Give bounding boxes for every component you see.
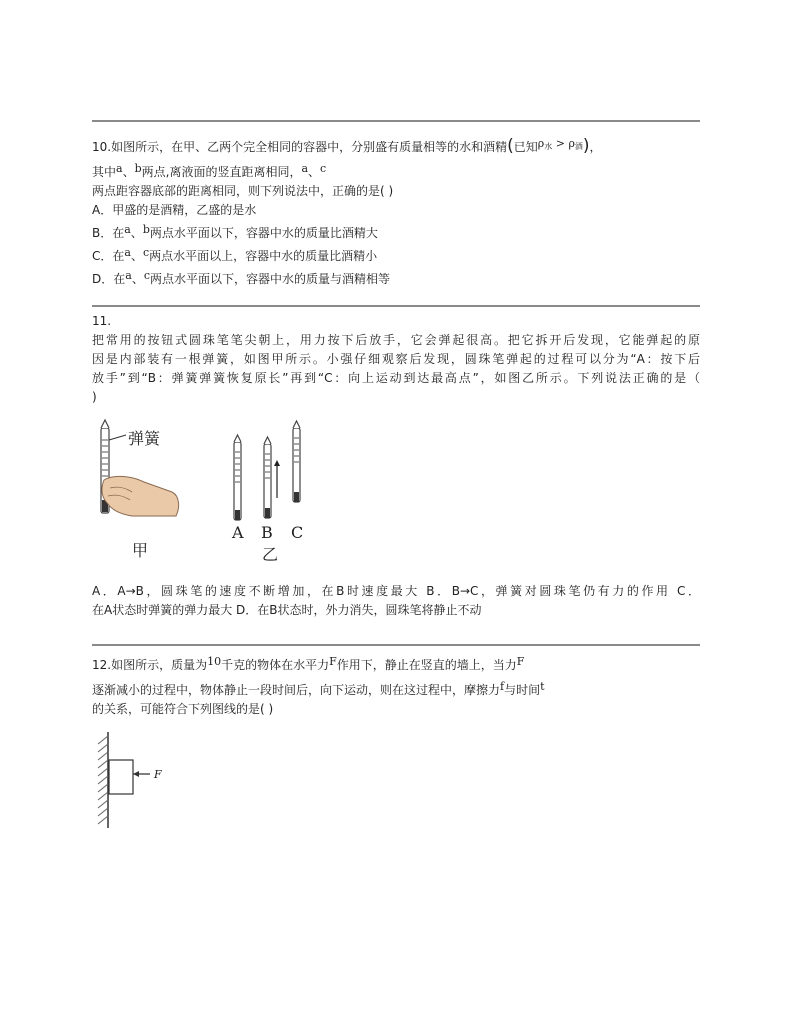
label-spring: 弹簧 — [128, 429, 161, 448]
q10-line-1: 10.如图所示，在甲、乙两个完全相同的容器中，分别盛有质量相等的水和酒精(已知$\rho_水 > \rho_酒$)， — [92, 136, 602, 156]
q10-option-d: D．在a、c两点水平面以下，容器中水的质量与酒精相等 — [92, 269, 391, 286]
q10-option-c: C．在a、c两点水平面以上，容器中水的质量比酒精小 — [92, 246, 378, 263]
block — [109, 760, 133, 794]
q11-options-line-1: A．A→B，圆珠笔的速度不断增加，在B时速度最大 B．B→C，弹簧对圆珠笔仍有力的作用 C． — [92, 584, 700, 598]
rho-water: $\rho_水 > \rho_酒$ — [537, 137, 583, 151]
divider-middle-2 — [92, 644, 700, 646]
q11-options — [92, 582, 700, 620]
label-A: A — [232, 523, 244, 542]
q12-line-2: 逐渐减小的过程中，物体静止一段时间后，向下运动，则在这过程中，摩擦力f与时间t — [92, 680, 545, 697]
label-yi: 乙 — [262, 545, 279, 564]
q11-figure — [92, 418, 322, 568]
pen-b — [264, 437, 271, 518]
q11-number: 11. — [92, 314, 112, 328]
q10-line-2: 其中a、b两点,离液面的竖直距离相同，a、c — [92, 162, 327, 179]
arrow-up — [274, 460, 280, 498]
q10-option-a: A．甲盛的是酒精，乙盛的是水 — [92, 203, 257, 217]
question-11 — [92, 312, 700, 407]
label-force-F: F — [154, 768, 162, 781]
q11-options-line-2: 在A状态时弹簧的弹力最大 D．在B状态时，外力消失，圆珠笔将静止不动 — [92, 603, 482, 617]
q11-line-4: ) — [92, 390, 97, 404]
pen-a — [234, 435, 241, 520]
divider-top — [92, 120, 700, 122]
label-C: C — [291, 523, 304, 542]
pen-c — [293, 421, 300, 502]
q12-figure — [94, 730, 174, 830]
label-B: B — [261, 523, 273, 542]
spring-pointer — [109, 435, 126, 440]
label-jia: 甲 — [132, 541, 149, 560]
q11-line-1: 把常用的按钮式圆珠笔笔尖朝上，用力按下后放手，它会弹起很高。把它拆开后发现，它能弹起的原 — [92, 333, 700, 347]
hand — [102, 476, 179, 516]
q10-line-3: 两点距容器底部的距离相同，则下列说法中，正确的是( ) — [92, 184, 394, 198]
q11-line-2: 因是内部装有一根弹簧，如图甲所示。小强仔细观察后发现，圆珠笔弹起的过程可以分为“A：按下后 — [92, 352, 700, 366]
q11-line-3: 放手”到“B：弹簧弹簧恢复原长”再到“C：向上运动到达最高点”，如图乙所示。下列说法正确的是（ — [92, 371, 700, 385]
question-10 — [92, 134, 700, 289]
question-12 — [92, 652, 700, 719]
wall — [98, 732, 108, 828]
divider-middle-1 — [92, 305, 700, 307]
q12-line-3: 的关系，可能符合下列图线的是( ) — [92, 702, 274, 716]
force-arrow — [133, 771, 150, 777]
q10-option-b: B．在a、b两点水平面以下，容器中水的质量比酒精大 — [92, 223, 378, 240]
q12-line-1: 12.如图所示，质量为10千克的物体在水平力F作用下，静止在竖直的墙上，当力F — [92, 655, 525, 672]
